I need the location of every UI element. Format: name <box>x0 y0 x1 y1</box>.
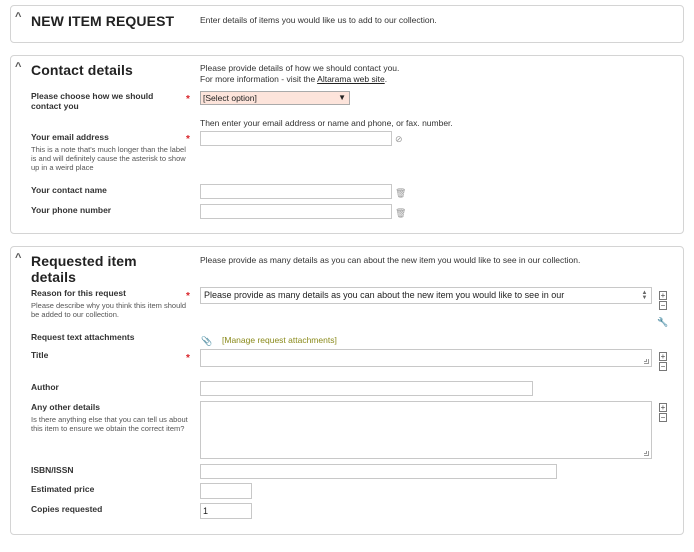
copies-value: 1 <box>203 506 209 516</box>
contact-intro <box>200 63 399 85</box>
expand-plus-icon[interactable]: + <box>660 352 666 361</box>
contact-intro-line2 <box>200 74 399 85</box>
contact-then-note: Then enter your email address or name and phone, or fax. number. <box>200 118 453 128</box>
isbn-input[interactable] <box>200 464 557 479</box>
paperclip-icon: 📎 <box>201 336 213 346</box>
new-item-intro: Enter details of items you would like us to add to our collection. <box>200 15 437 25</box>
email-note: This is a note that's much longer than the label is and will definitely cause the asterisk to show up in a weird place <box>31 145 186 172</box>
spin-arrows-icon[interactable]: ▲ ▼ <box>641 290 648 301</box>
contact-intro-line1: Please provide details of how we should contact you. <box>200 63 400 73</box>
expand-plus-icon[interactable]: + <box>660 403 666 412</box>
required-marker: * <box>186 94 190 105</box>
requested-intro: Please provide as many details as you can about the new item you would like to see in our collection. <box>200 255 581 265</box>
required-marker: * <box>186 291 190 302</box>
author-input[interactable] <box>200 381 533 396</box>
copies-input[interactable] <box>200 503 252 519</box>
title-textarea[interactable] <box>200 349 652 367</box>
wrench-icon[interactable]: 🔧 <box>657 317 669 327</box>
email-input[interactable] <box>200 131 392 146</box>
required-marker: * <box>186 353 190 364</box>
collapse-minus-icon[interactable]: − <box>660 362 666 371</box>
resize-grip-icon[interactable] <box>644 359 649 364</box>
intro-prefix: For more information - visit the <box>200 74 318 84</box>
collapse-minus-icon[interactable]: − <box>660 413 666 422</box>
price-label: Estimated price <box>31 484 95 494</box>
phone-label: Your phone number <box>31 205 112 215</box>
isbn-label: ISBN/ISSN <box>31 465 74 475</box>
new-item-panel <box>10 5 684 43</box>
other-details-note: Is there anything else that you can tell us about this item to ensure we obtain the correct item? <box>31 415 188 433</box>
collapse-minus-icon[interactable]: − <box>660 301 666 310</box>
requested-title-line2: details <box>31 269 77 285</box>
reason-text: Please provide as many details as you can about the new item you would like to see in our <box>204 290 565 300</box>
collapse-caret-icon[interactable]: ^ <box>15 11 22 23</box>
resize-grip-icon[interactable] <box>644 451 649 456</box>
reason-note: Please describe why you think this item should be added to our collection. <box>31 301 187 319</box>
altarama-link[interactable]: Altarama web site <box>317 74 385 84</box>
contact-method-value: [Select option] <box>203 93 257 103</box>
other-details-label: Any other details <box>31 402 100 412</box>
collapse-caret-icon[interactable]: ^ <box>15 252 22 264</box>
requested-item-title <box>31 253 137 285</box>
reason-label: Reason for this request <box>31 288 126 298</box>
phone-input[interactable] <box>200 204 392 219</box>
copies-label: Copies requested <box>31 504 103 514</box>
requested-item-panel <box>10 246 684 535</box>
contact-name-input[interactable] <box>200 184 392 199</box>
manage-attachments-link[interactable]: [Manage request attachments] <box>222 335 337 345</box>
expand-plus-icon[interactable]: + <box>660 291 666 300</box>
trash-icon[interactable]: 🗑 <box>395 208 407 218</box>
trash-icon[interactable]: 🗑 <box>395 188 407 198</box>
no-entry-icon[interactable]: ⊘ <box>395 134 403 144</box>
author-label: Author <box>31 382 59 392</box>
contact-method-label: Please choose how we should contact you <box>31 91 154 111</box>
price-input[interactable] <box>200 483 252 499</box>
reason-textarea[interactable] <box>200 287 652 304</box>
other-details-textarea[interactable] <box>200 401 652 459</box>
contact-method-select[interactable] <box>200 91 350 105</box>
contact-details-title: Contact details <box>31 62 133 78</box>
requested-title-line1: Requested item <box>31 253 137 269</box>
intro-suffix: . <box>384 74 388 84</box>
attachments-label: Request text attachments <box>31 332 135 342</box>
page-title: NEW ITEM REQUEST <box>31 13 175 29</box>
collapse-caret-icon[interactable]: ^ <box>15 61 22 73</box>
required-marker: * <box>186 134 190 145</box>
title-field-label: Title <box>31 350 49 360</box>
contact-details-panel <box>10 55 684 234</box>
contact-name-label: Your contact name <box>31 185 107 195</box>
email-label: Your email address <box>31 132 109 142</box>
chevron-down-icon: ▼ <box>338 93 346 102</box>
